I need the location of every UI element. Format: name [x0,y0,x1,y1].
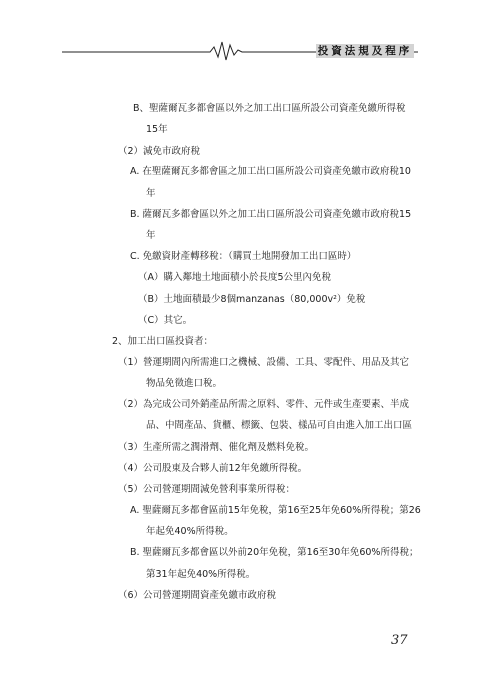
text-line: 年 [146,230,156,241]
page-number: 37 [391,633,408,648]
text-line: B、聖薩爾瓦多都會區以外之加工出口區所設公司資產免繳所得稅 [133,103,406,114]
text-line: B. 薩爾瓦多都會區以外之加工出口區所設公司資產免繳市政府稅15 [130,209,412,220]
text-line: 年起免40%所得稅。 [146,526,234,537]
text-line: C. 免繳資財產轉移稅：（購買土地開發加工出口區時） [130,251,357,262]
text-line: A. 聖薩爾瓦多都會區前15年免稅，第16至25年免60%所得稅；第26 [130,505,421,516]
text-line: （B）土地面積最少8個manzanas（80,000v²）免稅 [138,294,366,305]
text-line: 第31年起免40%所得稅。 [146,569,256,580]
text-line: 2、加工出口區投資者： [112,336,214,347]
section-title: 投資法規及程序 [317,45,413,57]
text-line: （3）生產所需之潤滑劑、催化劑及燃料免稅。 [118,442,315,453]
text-line: （2）減免市政府稅 [118,146,201,157]
text-line: （C）其它。 [138,315,193,326]
text-line: （A）購入鄰地土地面積小於長度5公里內免稅 [138,272,332,283]
text-line: 物品免徵進口稅。 [146,378,223,389]
text-line: （1）營運期間內所需進口之機械、設備、工具、零配件、用品及其它 [118,357,410,368]
text-line: B. 聖薩爾瓦多都會區以外前20年免稅，第16至30年免60%所得稅； [130,547,419,558]
text-line: （2）為完成公司外銷產品所需之原料、零件、元件或生產要素、半成 [118,399,410,410]
heartbeat-line-icon [62,42,316,60]
text-line: A. 在聖薩爾瓦多都會區之加工出口區所設公司資產免繳市政府稅10 [130,166,411,177]
text-line: （5）公司營運期間減免營利事業所得稅： [118,484,296,495]
text-line: （6）公司營運期間資產免繳市政府稅 [118,590,277,601]
text-line: （4）公司股東及合夥人前12年免繳所得稅。 [118,463,308,474]
header-heartbeat-rule [0,0,480,70]
text-line: 15年 [146,124,168,135]
text-line: 年 [146,188,156,199]
text-line: 品、中間產品、貨櫃、標籤、包裝、樣品可自由進入加工出口區 [146,420,413,431]
